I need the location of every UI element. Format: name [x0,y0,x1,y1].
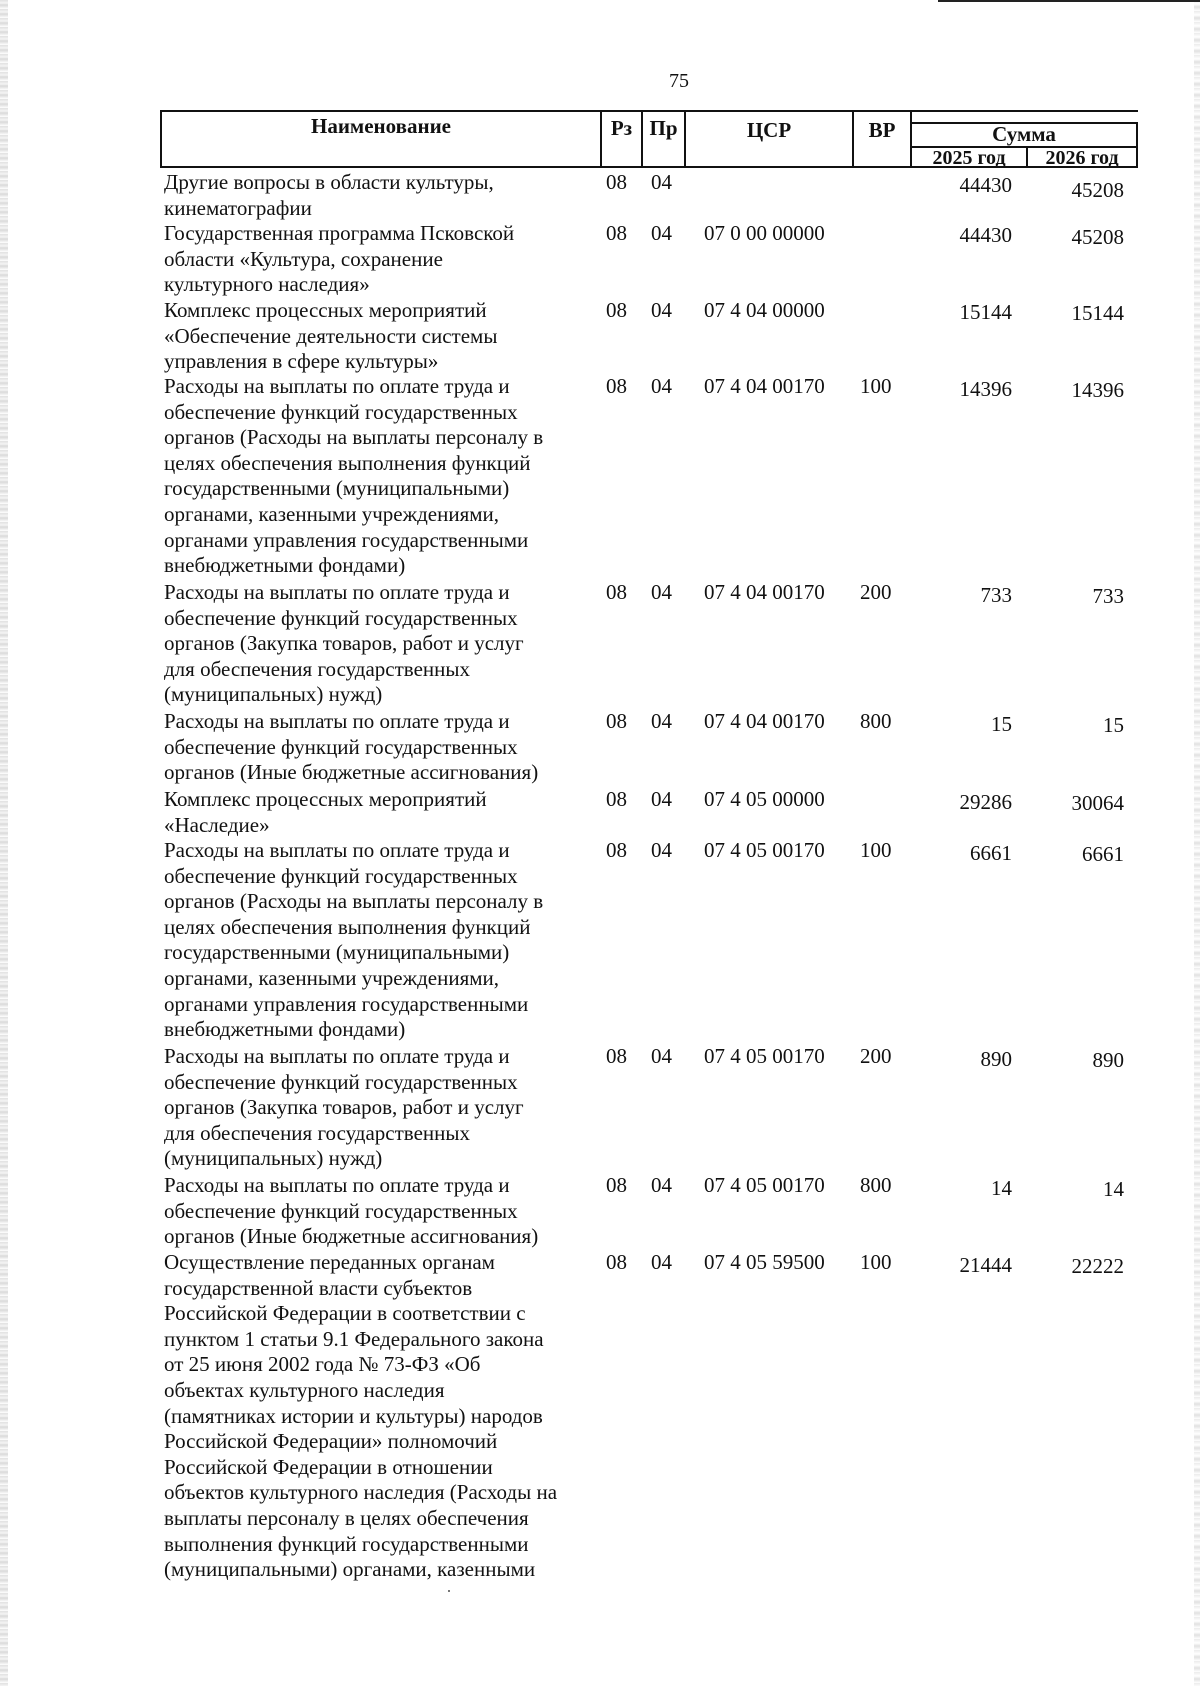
row-sum-2026: 30064 [1071,791,1124,815]
row-csr: 07 4 04 00000 [704,298,825,322]
row-name: Государственная программа Псковской области «Культура, сохранение культурного наследия» [164,221,515,297]
scan-edge-left [0,0,8,1686]
row-sum-2025: 14396 [959,377,1012,401]
row-sum-2026: 22222 [1071,1254,1124,1278]
page-number: 75 [669,70,689,92]
row-name: Расходы на выплаты по оплате труда и обеспечение функций государственных органов (Иные бюджетные ассигнования) [164,1173,539,1249]
row-sum-2025: 44430 [959,173,1012,197]
row-sum-2026: 45208 [1071,225,1124,249]
table-header [160,110,1138,168]
col-header-pr: Пр [649,116,678,140]
row-sum-2026: 15 [1103,713,1124,737]
row-name: Осуществление переданных органам государственной власти субъектов Российской Федерации в соответствии с пунктом 1 статьи 9.1 Федерального закона от 25 июня 2002 года № 73-ФЗ «Об объектах культурного наследия (памятниках истории и культуры) народов Российской Федерации» полномочий Российской Федерации в отношении объектов культурного наследия (Расходы на выплаты персоналу в целях обеспечения выполнения функций государственными (муниципальными) органами, казенными [164,1250,558,1582]
row-name: Расходы на выплаты по оплате труда и обеспечение функций государственных органов (Закупка товаров, работ и услуг для обеспечения государственных (муниципальных) нужд) [164,580,524,707]
row-pr: 04 [651,1250,672,1274]
col-header-2026: 2026 год [1045,147,1119,169]
row-name: Комплекс процессных мероприятий «Обеспечение деятельности системы управления в сфере культуры» [164,298,498,374]
col-header-name: Наименование [311,114,451,138]
top-rule [938,0,1200,2]
row-sum-2026: 6661 [1082,842,1124,866]
row-sum-2025: 6661 [970,841,1012,865]
row-csr: 07 4 04 00170 [704,709,825,733]
row-rz: 08 [606,1250,627,1274]
row-sum-2026: 733 [1092,584,1124,608]
row-sum-2025: 15144 [959,300,1012,324]
row-pr: 04 [651,838,672,862]
row-sum-2026: 890 [1092,1048,1124,1072]
row-name: Расходы на выплаты по оплате труда и обеспечение функций государственных органов (Закупка товаров, работ и услуг для обеспечения государственных (муниципальных) нужд) [164,1044,524,1171]
row-rz: 08 [606,298,627,322]
row-csr: 07 4 04 00170 [704,580,825,604]
row-pr: 04 [651,1044,672,1068]
col-header-rz: Рз [610,116,633,140]
row-vr: 100 [860,838,892,862]
row-sum-2025: 15 [991,712,1012,736]
row-pr: 04 [651,787,672,811]
row-sum-2025: 14 [991,1176,1012,1200]
row-pr: 04 [651,580,672,604]
row-sum-2026: 14 [1103,1177,1124,1201]
row-vr: 800 [860,709,892,733]
row-vr: 200 [860,1044,892,1068]
row-pr: 04 [651,709,672,733]
col-header-sum: Сумма [992,122,1056,146]
row-rz: 08 [606,1044,627,1068]
row-csr: 07 0 00 00000 [704,221,825,245]
row-sum-2026: 14396 [1071,378,1124,402]
row-sum-2026: 15144 [1071,301,1124,325]
row-sum-2025: 44430 [959,223,1012,247]
header-right-border [1136,122,1138,168]
row-csr: 07 4 05 00000 [704,787,825,811]
row-csr: 07 4 04 00170 [704,374,825,398]
row-pr: 04 [651,170,672,194]
row-sum-2025: 733 [980,583,1012,607]
row-rz: 08 [606,580,627,604]
row-rz: 08 [606,374,627,398]
row-csr: 07 4 05 00170 [704,838,825,862]
row-rz: 08 [606,221,627,245]
row-csr: 07 4 05 00170 [704,1044,825,1068]
row-vr: 100 [860,374,892,398]
row-rz: 08 [606,709,627,733]
row-sum-2025: 21444 [959,1253,1012,1277]
row-name: Комплекс процессных мероприятий «Наследие» [164,787,487,837]
row-rz: 08 [606,170,627,194]
row-sum-2025: 29286 [959,790,1012,814]
row-rz: 08 [606,838,627,862]
row-csr: 07 4 05 59500 [704,1250,825,1274]
row-name: Расходы на выплаты по оплате труда и обеспечение функций государственных органов (Иные бюджетные ассигнования) [164,709,539,785]
row-pr: 04 [651,298,672,322]
row-pr: 04 [651,221,672,245]
scan-edge-right [1194,0,1200,1686]
header-top-border [160,110,1138,112]
row-sum-2026: 45208 [1071,178,1124,202]
row-sum-2025: 890 [980,1047,1012,1071]
row-name: Расходы на выплаты по оплате труда и обеспечение функций государственных органов (Расходы на выплаты персоналу в целях обеспечения выполнения функций государственными (муниципальными) органами, казенными учреждениями, органами управления государственными внебюджетными фондами) [164,838,544,1042]
row-name: Другие вопросы в области культуры, кинематографии [164,170,494,220]
row-vr: 200 [860,580,892,604]
col-header-vr: ВР [868,118,896,142]
row-pr: 04 [651,1173,672,1197]
row-pr: 04 [651,374,672,398]
row-csr: 07 4 05 00170 [704,1173,825,1197]
scan-speck [448,1590,450,1592]
row-vr: 800 [860,1173,892,1197]
col-header-csr: ЦСР [746,118,792,142]
row-rz: 08 [606,1173,627,1197]
row-vr: 100 [860,1250,892,1274]
row-rz: 08 [606,787,627,811]
row-name: Расходы на выплаты по оплате труда и обеспечение функций государственных органов (Расходы на выплаты персоналу в целях обеспечения выполнения функций государственными (муниципальными) органами, казенными учреждениями, органами управления государственными внебюджетными фондами) [164,374,544,578]
col-header-2025: 2025 год [932,147,1006,169]
